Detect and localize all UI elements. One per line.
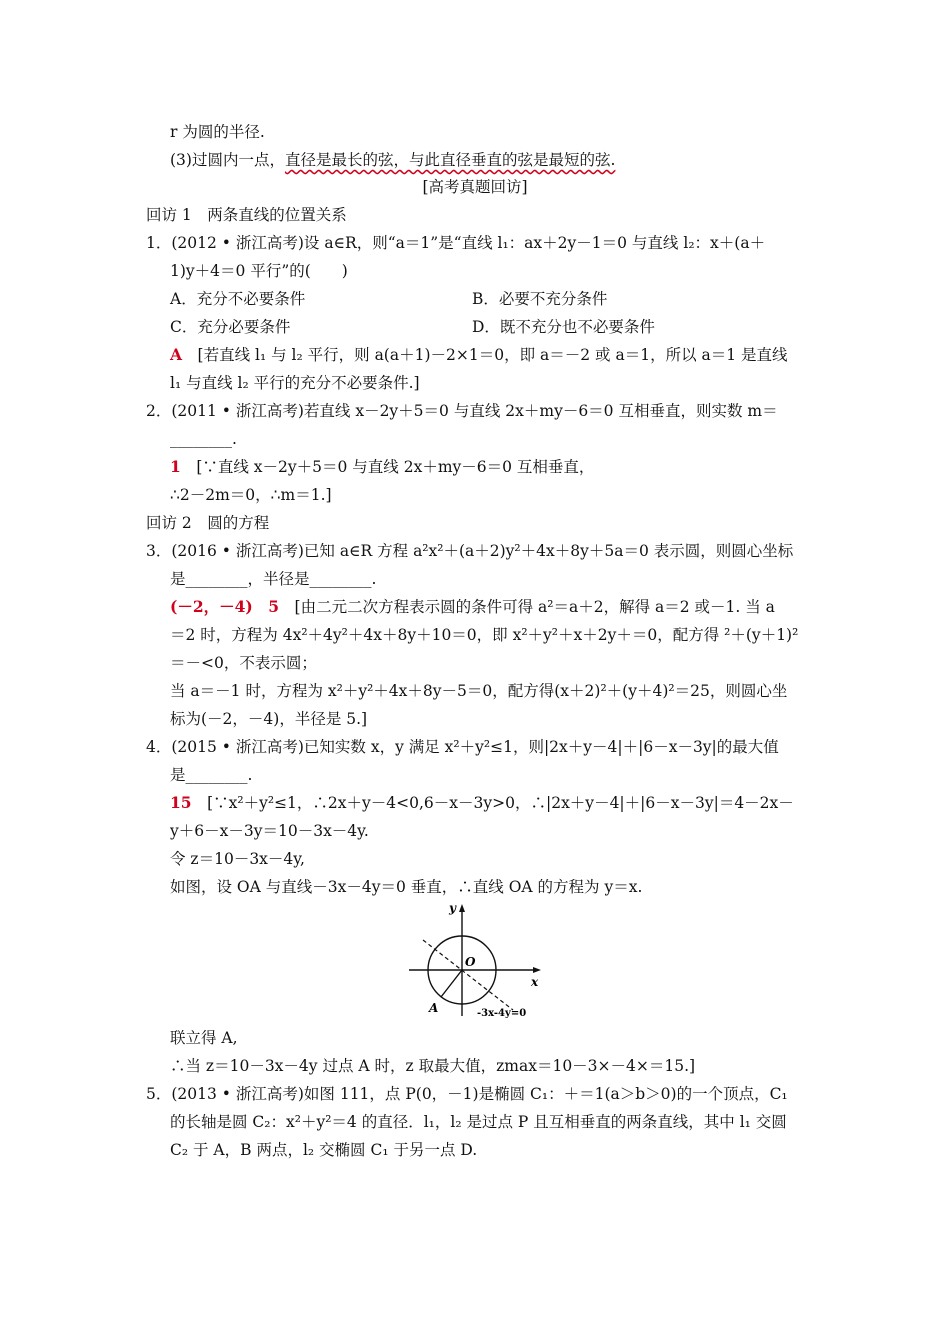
x-axis-arrow	[533, 967, 541, 973]
explanation: [若直线 l₁ 与 l₂ 平行，则 a(a＋1)－2×1＝0，即 a＝－2 或 a＝1，所以 a＝1 是直线	[197, 346, 788, 364]
option-c: C．充分必要条件	[170, 318, 291, 336]
explanation-cont: 如图，设 OA 与直线－3x－4y＝0 垂直，∴直线 OA 的方程为 y＝x.	[170, 878, 643, 896]
answer-key: (－2，－4) 5	[170, 597, 280, 616]
subsection-heading: 回访 1 两条直线的位置关系	[146, 206, 347, 224]
answer-2	[170, 456, 594, 478]
y-axis-arrow	[459, 904, 465, 912]
explanation-cont: 令 z＝10－3x－4y,	[170, 850, 305, 868]
question-2: 2．(2011 • 浙江高考)若直线 x－2y＋5＝0 与直线 2x＋my－6＝0 互相垂直，则实数 m＝	[146, 402, 778, 420]
explanation: [∵x²＋y²≤1，∴2x＋y－4<0,6－x－3y>0，∴|2x＋y－4|＋|6－x－3y|＝4－2x－	[207, 794, 794, 812]
explanation-cont: l₁ 与直线 l₂ 平行的充分不必要条件.]	[170, 374, 420, 392]
y-axis-label: y	[449, 901, 456, 915]
question-1: 1．(2012 • 浙江高考)设 a∈R，则“a＝1”是“直线 l₁：ax＋2y－1＝0 与直线 l₂：x＋(a＋	[146, 234, 766, 252]
line-label: -3x-4y=0	[477, 1008, 527, 1019]
answer-1	[170, 344, 788, 366]
answer-key: A	[170, 345, 183, 364]
subsection-heading: 回访 2 圆的方程	[146, 514, 270, 532]
circle-figure	[405, 898, 555, 1022]
text-line	[170, 149, 615, 171]
explanation-cont: ∴当 z＝10－3x－4y 过点 A 时，z 取最大值，zmax＝10－3×－4×＝15.]	[170, 1057, 696, 1075]
option-a: A．充分不必要条件	[170, 290, 306, 308]
question-5-cont: C₂ 于 A，B 两点，l₂ 交椭圆 C₁ 于另一点 D.	[170, 1141, 478, 1159]
question-3-blank: 是________，半径是________.	[170, 570, 377, 588]
explanation-cont: ＝－<0，不表示圆；	[170, 654, 317, 672]
origin-label: O	[465, 955, 476, 969]
question-5-cont: 的长轴是圆 C₂：x²＋y²＝4 的直径．l₁，l₂ 是过点 P 且互相垂直的两条直线，其中 l₁ 交圆	[170, 1113, 787, 1131]
dashed-line	[423, 940, 513, 1010]
segment-oa	[441, 970, 462, 997]
explanation: [∵直线 x－2y＋5＝0 与直线 2x＋my－6＝0 互相垂直，	[196, 458, 595, 476]
option-d: D．既不充分也不必要条件	[472, 318, 655, 336]
explanation-cont: 当 a＝－1 时，方程为 x²＋y²＋4x＋8y－5＝0，配方得(x＋2)²＋(y＋4)²＝25，则圆心坐	[170, 682, 788, 700]
x-axis-label: x	[531, 975, 539, 989]
explanation-cont: ∴2－2m＝0，∴m＝1.]	[170, 486, 332, 504]
question-4-blank: 是________.	[170, 766, 253, 784]
explanation-cont: ＝2 时，方程为 4x²＋4y²＋4x＋8y＋10＝0，即 x²＋y²＋x＋2y＋＝0，配方得 ²＋(y＋1)²	[170, 626, 799, 644]
section-heading: [高考真题回访]	[422, 178, 528, 196]
answer-key: 15	[170, 793, 192, 812]
question-5: 5．(2013 • 浙江高考)如图 111，点 P(0，－1)是椭圆 C₁：＋＝1(a＞b＞0)的一个顶点，C₁	[146, 1085, 788, 1103]
answer-4	[170, 792, 794, 814]
explanation-cont: 联立得 A,	[170, 1029, 238, 1047]
explanation: [由二元二次方程表示圆的条件可得 a²＝a＋2，解得 a＝2 或－1. 当 a	[294, 598, 775, 616]
point-a-label: A	[429, 1001, 439, 1015]
question-1-cont: 1)y＋4＝0 平行”的( )	[170, 262, 348, 280]
question-3: 3．(2016 • 浙江高考)已知 a∈R 方程 a²x²＋(a＋2)y²＋4x＋8y＋5a＝0 表示圆，则圆心坐标	[146, 542, 794, 560]
answer-key: 1	[170, 457, 181, 476]
text-segment: (3)过圆内一点，	[170, 151, 285, 169]
question-4: 4．(2015 • 浙江高考)已知实数 x，y 满足 x²＋y²≤1，则|2x＋y－4|＋|6－x－3y|的最大值	[146, 738, 779, 756]
option-b: B．必要不充分条件	[472, 290, 608, 308]
answer-3	[170, 596, 775, 618]
question-2-blank: ________.	[170, 430, 237, 448]
explanation-cont: 标为(－2，－4)，半径是 5.]	[170, 710, 368, 728]
emphasized-text: 直径是最长的弦，与此直径垂直的弦是最短的弦.	[284, 151, 616, 169]
explanation-cont: y＋6－x－3y＝10－3x－4y.	[170, 822, 369, 840]
text-line: r 为圆的半径.	[170, 123, 265, 141]
